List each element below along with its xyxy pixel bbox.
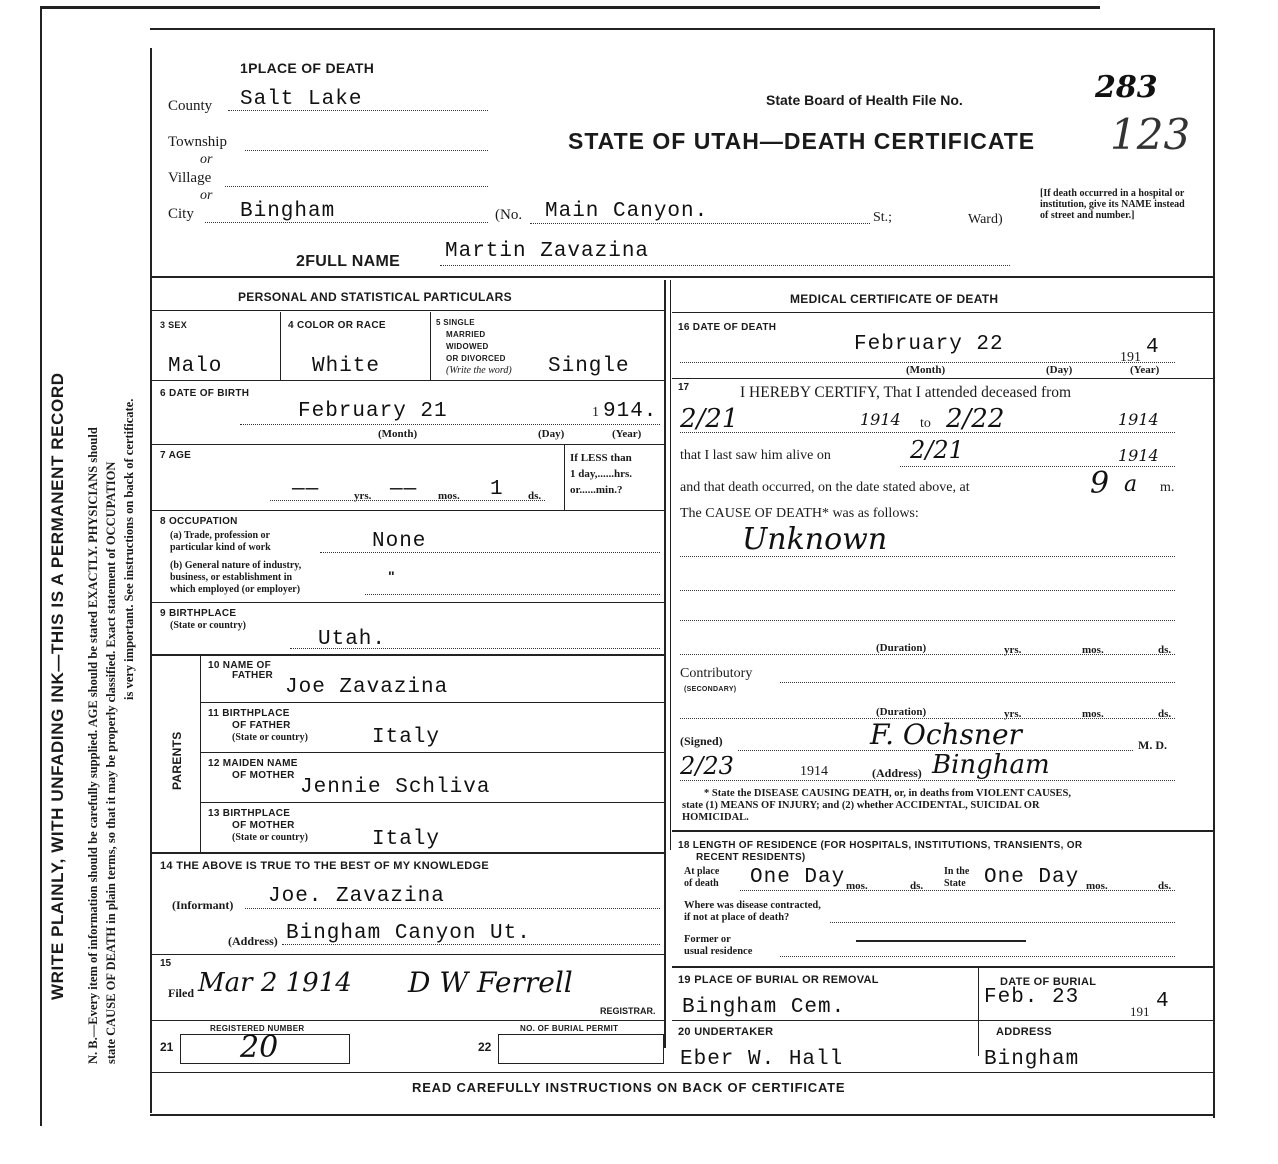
occ-b-line2: business, or establishment in: [170, 572, 293, 583]
occ-b-line1: (b) General nature of industry,: [170, 560, 302, 571]
signed-date: 2/23: [680, 752, 734, 780]
registrar-label: REGISTRAR.: [600, 1006, 656, 1016]
contrib-ds-label: ds.: [1158, 708, 1172, 720]
father-bottom-rule: [200, 702, 664, 703]
sex-value: Malo: [168, 355, 223, 378]
undertaker-address-value: Bingham: [984, 1048, 1080, 1071]
informant-label: (Informant): [172, 898, 234, 912]
personal-title-rule: [152, 310, 664, 311]
date-of-death-year: 191: [1120, 350, 1141, 365]
burial-date-year: 4: [1156, 990, 1170, 1013]
cause-line-2: [680, 590, 1175, 591]
age-label: 7 AGE: [160, 450, 192, 461]
marital-write-label: (Write the word): [446, 365, 512, 376]
occupation-b-value: ": [388, 568, 395, 584]
contracted-2: if not at place of death?: [684, 912, 790, 923]
contrib-mos-label: mos.: [1082, 708, 1104, 720]
date-of-death-label: 16 DATE OF DEATH: [678, 322, 777, 333]
father-bp-2: OF FATHER: [232, 720, 291, 731]
secondary-label: (SECONDARY): [684, 686, 737, 693]
contracted-line: [830, 922, 1175, 923]
row3-bottom-rule: [152, 510, 664, 511]
outer-top-border: [40, 6, 1100, 9]
undertaker-label: 20 UNDERTAKER: [678, 1026, 774, 1038]
birthplace-label: 9 BIRTHPLACE: [160, 608, 237, 619]
contrib-yrs-label: yrs.: [1004, 708, 1022, 720]
informant-line: [245, 908, 660, 909]
margin-instructions-1: N. B.—Every item of information should be carefully supplied. AGE should be stated EXACTLY. PHYSICIANS should: [86, 427, 100, 1064]
birthplace-sub: (State or country): [170, 620, 246, 631]
city-line: [205, 222, 488, 223]
age-if-less-divider: [564, 444, 565, 510]
dob-line: [240, 424, 660, 425]
last-saw-line: [900, 466, 1175, 467]
footer-instructions: READ CAREFULLY INSTRUCTIONS ON BACK OF CERTIFICATE: [412, 1080, 846, 1095]
marital-label-1: 5 SINGLE: [436, 318, 475, 327]
signed-address-line: [680, 780, 1175, 781]
at-place-label-1: At place: [684, 866, 720, 877]
cause-mos-label: mos.: [1082, 644, 1104, 656]
birthplace-line: [290, 648, 660, 649]
footnote-bottom-rule: [672, 830, 1213, 832]
informant-bottom-rule: [152, 954, 664, 955]
date-of-death-year-hw: 4: [1146, 336, 1160, 359]
ward-label: Ward): [968, 212, 1003, 227]
village-line: [225, 186, 488, 187]
residence-bottom-rule: [672, 966, 1213, 968]
or-label-2: or: [200, 188, 213, 203]
certify-text: I HEREBY CERTIFY, That I attended deceased from: [740, 384, 1072, 401]
age-yrs-label: yrs.: [354, 490, 372, 502]
at-place-label-2: of death: [684, 878, 719, 889]
attended-to-year: 1914: [1118, 410, 1159, 429]
filed-number: 15: [160, 958, 172, 969]
sex-divider: [280, 312, 281, 380]
age-ds-label: ds.: [528, 490, 542, 502]
occ-b-line: [365, 594, 660, 595]
death-time-suffix: a: [1124, 472, 1138, 497]
center-divider: [664, 280, 666, 1048]
marital-value: Single: [548, 355, 630, 378]
certificate-title: STATE OF UTAH—DEATH CERTIFICATE: [568, 128, 1036, 154]
center-divider-2: [670, 280, 671, 850]
age-line: [270, 500, 545, 501]
in-state-value: One Day: [984, 866, 1080, 889]
if-less-2: 1 day,......hrs.: [570, 468, 633, 480]
father-label-2: FATHER: [232, 670, 274, 681]
cause-yrs-label: yrs.: [1004, 644, 1022, 656]
occupation-label: 8 OCCUPATION: [160, 516, 238, 527]
row1-bottom-rule: [152, 380, 664, 381]
full-name-line: [440, 265, 1010, 266]
in-state-mos: mos.: [1086, 880, 1108, 892]
death-day-label: (Day): [1046, 364, 1073, 376]
dob-label: 6 DATE OF BIRTH: [160, 388, 250, 399]
signed-year: 1914: [800, 764, 828, 779]
street-st-label: St.;: [873, 210, 893, 225]
cause-duration-line: [680, 654, 1175, 655]
burial-permit-box: [498, 1034, 664, 1064]
undertaker-value: Eber W. Hall: [680, 1048, 844, 1071]
permit-num: 22: [478, 1040, 492, 1054]
father-bp-3: (State or country): [232, 732, 308, 743]
informant-value: Joe. Zavazina: [268, 885, 445, 908]
father-value: Joe Zavazina: [285, 676, 449, 699]
residence-label-2: RECENT RESIDENTS): [696, 852, 806, 863]
burial-bottom-rule: [672, 1020, 1213, 1021]
reg-num: 21: [160, 1040, 174, 1054]
residence-label-1: 18 LENGTH OF RESIDENCE (FOR HOSPITALS, INSTITUTIONS, TRANSIENTS, OR: [678, 840, 1083, 851]
certify-number: 17: [678, 382, 690, 393]
signed-address-value: Bingham: [932, 750, 1050, 780]
township-line: [245, 150, 488, 151]
marital-label-4: OR DIVORCED: [446, 354, 506, 363]
informant-address-value: Bingham Canyon Ut.: [286, 922, 531, 945]
signed-address-label: (Address): [872, 766, 922, 780]
row4-bottom-rule: [152, 602, 664, 603]
form-bottom-border: [150, 1114, 1215, 1116]
village-label: Village: [168, 170, 212, 186]
full-name-value: Martin Zavazina: [445, 240, 650, 263]
color-label: 4 COLOR OR RACE: [288, 320, 386, 331]
street-value: Main Canyon.: [545, 200, 709, 223]
institution-note: [If death occurred in a hospital or institution, give its NAME instead of street and number.]: [1040, 188, 1185, 221]
margin-instructions-2: state CAUSE OF DEATH in plain terms, so that it may be properly classified. Exact statement of OCCUPATION: [104, 461, 118, 1064]
informant-address-label: (Address): [228, 934, 278, 948]
if-less-3: or......min.?: [570, 484, 623, 496]
medical-section-title: MEDICAL CERTIFICATE OF DEATH: [790, 292, 999, 306]
burial-place-value: Bingham Cem.: [682, 996, 846, 1019]
mother-bp-3: (State or country): [232, 832, 308, 843]
last-saw-date: 2/21: [910, 436, 964, 464]
row5-bottom-rule: [152, 654, 664, 656]
last-saw-year: 1914: [1118, 446, 1159, 465]
occupation-a-value: None: [372, 530, 427, 553]
death-month-label: (Month): [906, 364, 946, 376]
at-place-ds: ds.: [910, 880, 924, 892]
signed-label: (Signed): [680, 734, 723, 748]
burial-date-value: Feb. 23: [984, 986, 1080, 1009]
registered-number-value: 20: [240, 1030, 279, 1065]
father-birthplace-value: Italy: [372, 726, 441, 749]
footnote-2: state (1) MEANS OF INJURY; and (2) whether ACCIDENTAL, SUICIDAL OR: [682, 800, 1040, 811]
birthplace-value: Utah.: [318, 628, 387, 651]
knowledge-label: 14 THE ABOVE IS TRUE TO THE BEST OF MY KNOWLEDGE: [160, 860, 489, 872]
mother-value: Jennie Schliva: [300, 776, 491, 799]
cause-of-death-value: Unknown: [742, 522, 888, 557]
age-ds-value: 1: [490, 478, 504, 501]
death-date-bottom-rule: [672, 378, 1213, 379]
or-label-1: or: [200, 152, 213, 167]
father-label-1: 10 NAME OF: [208, 660, 272, 671]
registered-number-label: REGISTERED NUMBER: [210, 1024, 305, 1033]
occ-b-line3: which employed (or employer): [170, 584, 301, 595]
signed-value: F. Ochsner: [870, 718, 1022, 751]
footnote-1: * State the DISEASE CAUSING DEATH, or, in deaths from VIOLENT CAUSES,: [704, 788, 1071, 799]
cause-line-3: [680, 620, 1175, 621]
sex-label: 3 SEX: [160, 320, 188, 330]
dob-month-day: February 21: [298, 400, 448, 423]
cause-ds-label: ds.: [1158, 644, 1172, 656]
cause-line-1: [680, 556, 1175, 557]
dob-year-label: (Year): [612, 428, 642, 440]
death-time-value: 9: [1090, 466, 1110, 501]
footnote-3: HOMICIDAL.: [682, 812, 749, 823]
contracted-1: Where was disease contracted,: [684, 900, 821, 911]
street-line: [530, 223, 870, 224]
file-no-extra: 123: [1110, 110, 1191, 159]
burial-date-label: DATE OF BURIAL: [1000, 976, 1097, 988]
mother-label-2: OF MOTHER: [232, 770, 295, 781]
mother-bp-2: OF MOTHER: [232, 820, 295, 831]
filed-signature: D W Ferrell: [408, 966, 573, 999]
contrib-duration-label: (Duration): [876, 706, 927, 718]
file-no-label: State Board of Health File No.: [766, 92, 963, 108]
occ-a-line: [320, 552, 660, 553]
attended-to-date: 2/22: [946, 404, 1005, 434]
marital-label-2: MARRIED: [446, 330, 486, 339]
death-year-label: (Year): [1130, 364, 1160, 376]
filed-value: Mar 2 1914: [198, 968, 352, 998]
age-yrs-value: ——: [292, 478, 320, 501]
row2-bottom-rule: [152, 444, 664, 445]
dob-month-label: (Month): [378, 428, 418, 440]
informant-address-line: [282, 944, 660, 945]
contributory-line: [780, 682, 1175, 683]
header-bottom-rule: [152, 276, 1213, 278]
last-saw-text: that I last saw him alive on: [680, 448, 831, 463]
form-right-border: [1213, 28, 1215, 1118]
cause-duration-label: (Duration): [876, 642, 927, 654]
marital-label-3: WIDOWED: [446, 342, 489, 351]
city-label: City: [168, 206, 194, 222]
parents-bottom-rule: [152, 852, 664, 854]
county-label: County: [168, 98, 213, 114]
attended-line: [680, 432, 1175, 433]
full-name-label: 2FULL NAME: [296, 253, 401, 270]
death-date-line: [680, 362, 1175, 363]
age-mos-label: mos.: [438, 490, 460, 502]
death-time-m: m.: [1160, 480, 1175, 495]
medical-title-rule: [672, 312, 1213, 313]
county-value: Salt Lake: [240, 88, 363, 111]
in-state-ds: ds.: [1158, 880, 1172, 892]
color-value: White: [312, 355, 381, 378]
contributory-label: Contributory: [680, 666, 753, 681]
age-mos-value: ——: [390, 478, 418, 501]
margin-instructions-3: is very important. See instructions on back of certificate.: [122, 398, 136, 700]
filed-label: Filed: [168, 986, 194, 1000]
color-divider: [430, 312, 431, 380]
in-state-label-2: State: [944, 878, 966, 889]
county-line: [228, 110, 488, 111]
city-value: Bingham: [240, 200, 336, 223]
former-residence-2: usual residence: [684, 946, 753, 957]
former-residence-line: [780, 956, 1175, 957]
father-bp-1: 11 BIRTHPLACE: [208, 708, 290, 719]
in-state-label-1: In the: [944, 866, 970, 877]
attended-from-date: 2/21: [680, 404, 739, 434]
parents-divider: [200, 656, 201, 852]
burial-permit-label: NO. OF BURIAL PERMIT: [520, 1024, 619, 1033]
township-label: Township: [168, 134, 227, 150]
parents-label: PARENTS: [170, 731, 184, 790]
death-occurred-text: and that death occurred, on the date stated above, at: [680, 480, 970, 495]
father-bp-bottom-rule: [200, 752, 664, 753]
cause-of-death-label: The CAUSE OF DEATH* was as follows:: [680, 506, 919, 521]
mother-bottom-rule: [200, 802, 664, 803]
at-place-mos: mos.: [846, 880, 868, 892]
footer-top-rule: [152, 1072, 1213, 1073]
if-less-1: If LESS than: [570, 452, 632, 464]
filed-bottom-rule: [152, 1020, 664, 1021]
occ-a-line2: particular kind of work: [170, 542, 271, 553]
mother-bp-1: 13 BIRTHPLACE: [208, 808, 291, 819]
mother-label-1: 12 MAIDEN NAME: [208, 758, 298, 769]
attended-from-year: 1914: [860, 410, 901, 429]
mother-birthplace-value: Italy: [372, 828, 441, 851]
street-no-label: (No.: [495, 207, 523, 223]
burial-place-label: 19 PLACE OF BURIAL OR REMOVAL: [678, 974, 879, 986]
residence-line: [740, 890, 1175, 891]
dob-year-prefix: 1: [592, 405, 599, 420]
date-of-death-value: February 22: [854, 333, 1004, 356]
outer-left-border: [40, 6, 42, 1126]
occ-a-line1: (a) Trade, profession or: [170, 530, 270, 541]
burial-date-year-prefix: 191: [1130, 1004, 1150, 1019]
dob-year: 914.: [603, 400, 658, 423]
personal-section-title: PERSONAL AND STATISTICAL PARTICULARS: [238, 290, 512, 304]
permanent-record-note: WRITE PLAINLY, WITH UNFADING INK—THIS IS A PERMANENT RECORD: [48, 372, 67, 1000]
undertaker-address-label: ADDRESS: [996, 1026, 1052, 1038]
form-top-border: [150, 28, 1215, 30]
attended-to-label: to: [920, 416, 931, 431]
file-no-value: 283: [1095, 70, 1158, 105]
former-residence-1: Former or: [684, 934, 731, 945]
burial-date-divider: [978, 966, 979, 1056]
former-residence-dash: [856, 940, 1026, 942]
dob-day-label: (Day): [538, 428, 565, 440]
place-of-death-label: 1PLACE OF DEATH: [240, 60, 375, 76]
at-place-value: One Day: [750, 866, 846, 889]
md-label: M. D.: [1138, 738, 1167, 752]
